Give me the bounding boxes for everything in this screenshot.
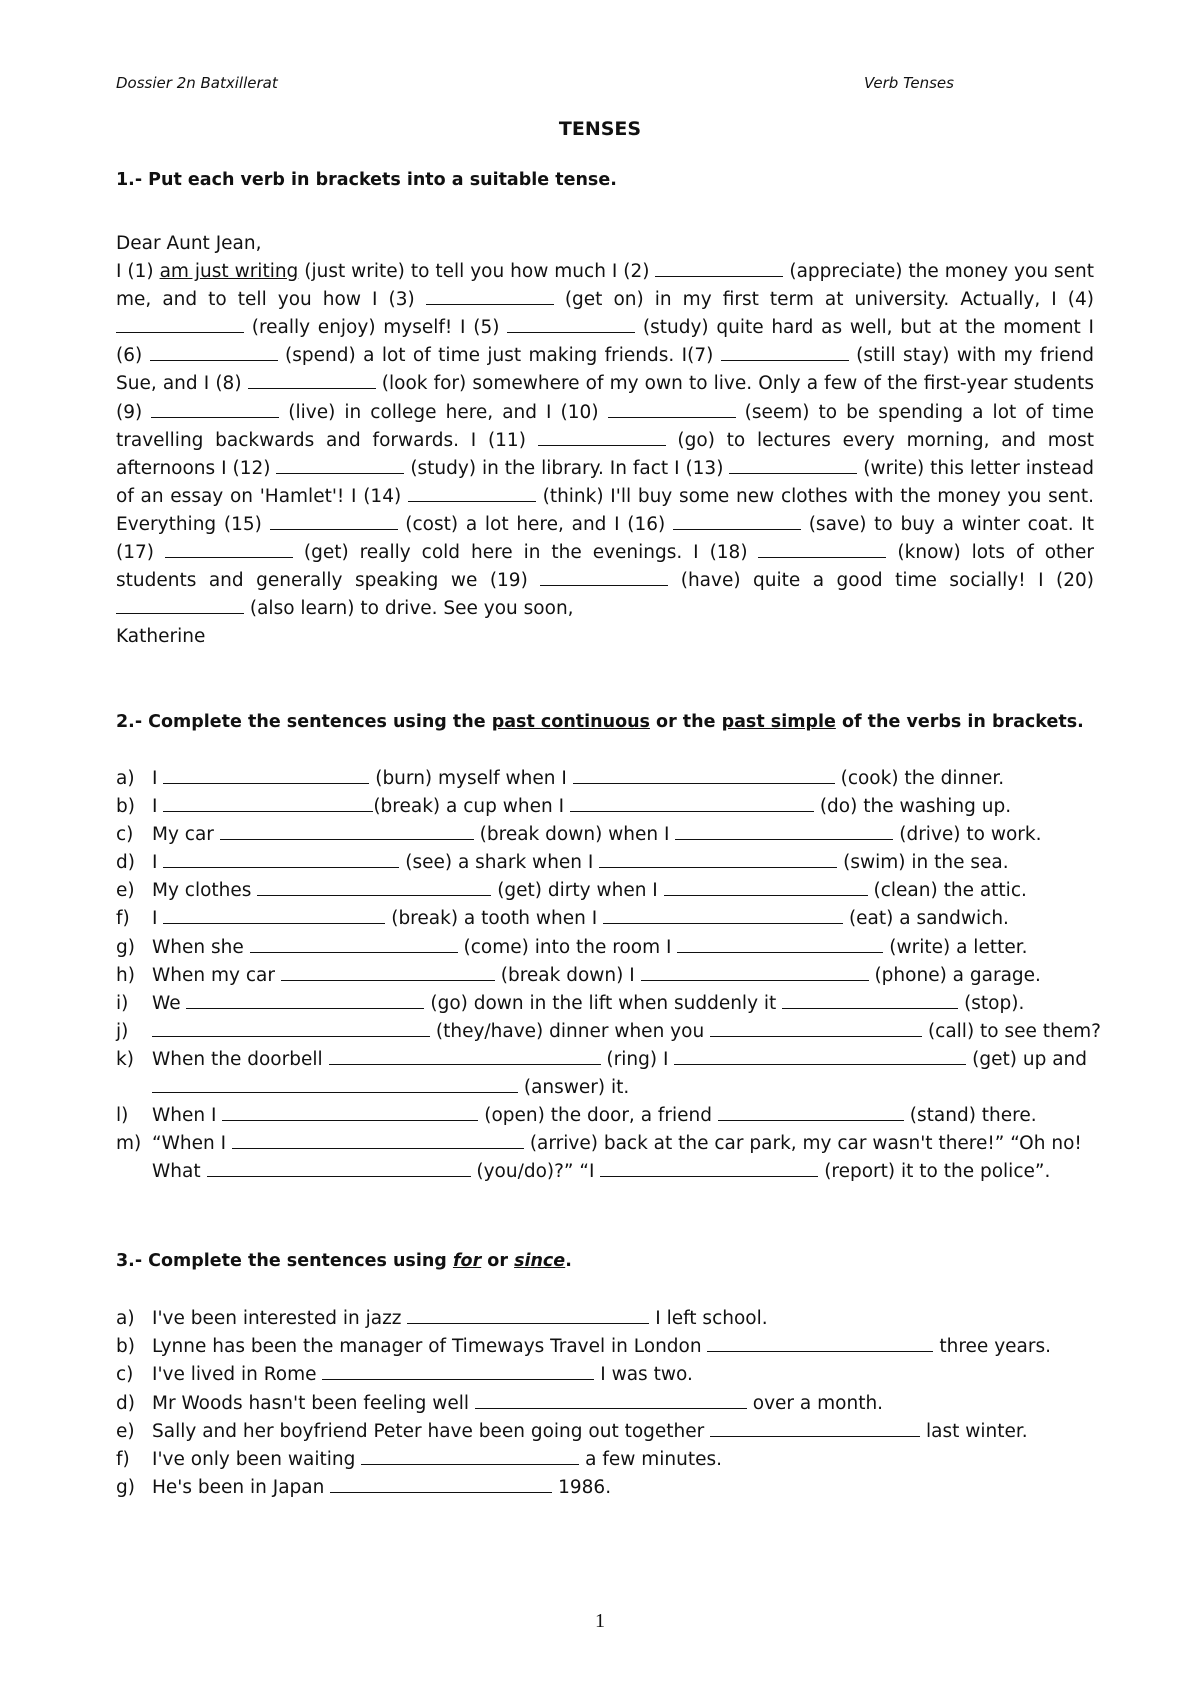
answer-blank[interactable] [710,1418,920,1437]
heading-text: 3.- Complete the sentences using [116,1251,453,1271]
item-label: a) [116,1308,135,1329]
item-text: (open) the door, a friend [478,1105,718,1127]
answer-blank[interactable] [232,1130,524,1149]
item-text: I [152,796,164,818]
text-segment: (also learn) to drive. See you soon, [244,598,574,620]
text-segment: (write) this letter instead of an essay on 'Hamlet'! I (14) [116,457,1095,507]
answer-blank[interactable] [163,849,399,868]
answer-blank[interactable] [570,793,814,812]
list-item [116,1333,1051,1361]
item-text: over a month. [746,1392,884,1414]
section3-heading [116,1251,572,1271]
answer-blank[interactable] [250,934,458,953]
text-segment: (know) lots of other students and generally speaking we (19) [116,542,1095,592]
page-title: TENSES [558,118,642,140]
text-segment: (still stay) with my friend Sue, and I (8) [116,345,1094,395]
list-item [116,962,1101,990]
letter-body [116,258,1094,623]
item-text: Mr Woods hasn't been feeling well [152,1392,475,1414]
item-label: m) [116,1133,142,1155]
answer-blank[interactable] [718,1102,904,1121]
answer-blank[interactable] [186,990,424,1009]
list-item [116,905,1101,933]
item-text: (stop). [958,992,1025,1014]
answer-blank[interactable] [361,1446,579,1465]
list-item [116,1102,1101,1130]
item-text: (come) into the room I [457,936,678,958]
item-text: (get) up and [966,1048,1088,1070]
letter-signature: Katherine [116,626,206,648]
item-text: (answer) it. [518,1077,630,1099]
text-segment: (study) in the library. In fact I (13) [404,457,730,479]
header-left: Dossier 2n Batxillerat [116,74,278,92]
list-item-continuation [116,1074,1101,1102]
answer-blank[interactable] [675,821,893,840]
blank-6[interactable] [150,342,278,361]
item-text: (break) a tooth when I [385,908,604,930]
item-label: a) [116,768,135,789]
item-text: (cook) the dinner. [834,768,1005,789]
blank-11[interactable] [538,427,666,446]
answer-blank[interactable] [257,877,491,896]
heading-text: of the verbs in brackets. [835,712,1084,732]
item-text: Sally and her boyfriend Peter have been going out together [152,1420,711,1442]
text-segment: (have) quite a good time socially! I (20) [668,570,1094,592]
item-text: three years. [933,1336,1051,1358]
item-text: (you/do)?” “I [470,1161,601,1183]
text-segment: (cost) a lot here, and I (16) [397,513,673,535]
text-segment: (appreciate) the money you sent me, and to tell you how I (3) [116,261,1094,311]
text-segment: (just write) to tell you how much I (2) [298,261,656,283]
list-item [116,849,1101,877]
answer-blank[interactable] [407,1305,649,1324]
answer-blank[interactable] [710,1018,922,1037]
page-number: 1 [595,1610,605,1632]
item-text: a few minutes. [579,1448,723,1470]
text-segment: (really enjoy) myself! I (5) [244,317,508,339]
item-text: Lynne has been the manager of Timeways Travel in London [152,1336,708,1358]
item-label: h) [116,964,135,986]
blank-7[interactable] [721,342,849,361]
answer-blank[interactable] [329,1046,601,1065]
answer-blank[interactable] [163,765,369,784]
item-text: (break down) I [494,964,641,986]
blank-19[interactable] [540,567,668,586]
item-label: b) [116,1336,135,1358]
item-text: (go) down in the lift when suddenly it [424,992,783,1014]
item-label: d) [116,852,135,874]
item-text: (ring) I [600,1048,675,1070]
list-item [116,934,1101,962]
answer-blank[interactable] [600,1158,818,1177]
list-item [116,1046,1101,1074]
text-segment: (live) in college here, and I (10) [279,401,608,423]
letter-salutation: Dear Aunt Jean, [116,233,262,254]
blank-4[interactable] [116,314,244,333]
heading-text: 2.- Complete the sentences using the [116,712,492,732]
answer-blank[interactable] [163,793,373,812]
text-segment: (study) quite hard as well, but at the moment I (6) [116,317,1094,367]
blank-13[interactable] [729,455,857,474]
blank-20[interactable] [116,595,244,614]
text-segment: (think) I'll buy some new clothes with the money you sent. Everything (15) [116,485,1094,535]
blank-5[interactable] [507,314,635,333]
item-text: (call) to see them? [922,1020,1101,1042]
answer-blank[interactable] [677,934,883,953]
item-label: d) [116,1392,135,1414]
text-segment: (spend) a lot of time just making friends. I(7) [277,345,721,367]
answer-blank[interactable] [573,765,835,784]
item-text: (arrive) back at the car park, my car wasn't there!” “Oh no! [523,1133,1082,1155]
list-item [116,1018,1101,1046]
blank-3[interactable] [426,286,554,305]
blank-16[interactable] [673,511,801,530]
item-text: My clothes [152,880,258,902]
answer-blank[interactable] [220,821,474,840]
item-text: When the doorbell [152,1048,329,1070]
item-label: c) [116,1364,134,1386]
list-item [116,765,1101,793]
blank-2[interactable] [655,258,783,277]
item-text: (break down) when I [473,824,676,846]
blank-10[interactable] [608,399,736,418]
heading-text: or the [649,712,722,732]
list-item [116,1130,1101,1158]
item-label: c) [116,824,134,846]
item-text: I was two. [594,1364,693,1386]
heading-underlined: past continuous [491,712,650,732]
blank-15[interactable] [270,511,398,530]
list-item [116,821,1101,849]
item-text: I left school. [649,1308,768,1329]
answer-blank[interactable] [152,1018,430,1037]
section2-heading [116,712,1084,732]
item-label: k) [116,1048,134,1070]
heading-text: . [565,1251,572,1271]
example-answer-1: am just writing [159,261,299,283]
item-label: e) [116,1420,135,1442]
list-item [116,877,1101,905]
answer-blank[interactable] [674,1046,966,1065]
section2-list [116,765,1101,1186]
item-text: When I [152,1105,223,1127]
item-text: (stand) there. [903,1105,1037,1127]
blank-17[interactable] [165,539,293,558]
list-item [116,990,1101,1018]
answer-blank[interactable] [664,877,868,896]
item-text: I [152,852,164,874]
heading-text: or [481,1251,515,1271]
item-text: (clean) the attic. [867,880,1027,902]
answer-blank[interactable] [281,962,495,981]
list-item [116,1446,1051,1474]
item-text: 1986. [552,1477,612,1499]
blank-14[interactable] [408,483,536,502]
item-text: “When I [152,1133,232,1155]
answer-blank[interactable] [152,1074,518,1093]
heading-underlined: since [514,1251,566,1271]
answer-blank[interactable] [599,849,837,868]
list-item [116,1390,1051,1418]
item-text: (burn) myself when I [369,768,573,789]
item-text: I [152,768,164,789]
item-text: I've lived in Rome [152,1364,323,1386]
answer-blank[interactable] [782,990,958,1009]
answer-blank[interactable] [222,1102,478,1121]
section1-heading: 1.- Put each verb in brackets into a suitable tense. [116,170,617,190]
item-label: f) [116,1448,130,1470]
text-segment: (seem) to be spending a lot of time travelling backwards and forwards. I (11) [116,401,1094,451]
item-text: (phone) a garage. [868,964,1041,986]
heading-underlined: past simple [721,712,836,732]
list-item-continuation [116,1158,1101,1186]
item-label: b) [116,796,135,818]
list-item [116,1474,1051,1502]
item-text: I've only been waiting [152,1448,362,1470]
text-segment: (look for) somewhere of my own to live. Only a few of the first-year students (9) [116,373,1094,423]
text-segment: (get) really cold here in the evenings. I (18) [292,542,759,564]
item-text: I [152,908,164,930]
item-text: He's been in Japan [152,1477,331,1499]
section3-list [116,1305,1051,1502]
text-segment: (go) to lectures every morning, and most afternoons I (12) [116,429,1094,479]
item-text: (break) a cup when I [373,796,570,818]
item-text: (drive) to work. [893,824,1042,846]
heading-underlined: for [452,1251,482,1271]
answer-blank[interactable] [603,905,843,924]
item-text: (they/have) dinner when you [430,1020,711,1042]
list-item [116,1305,1051,1333]
item-text: last winter. [920,1420,1028,1442]
item-text: I've been interested in jazz [152,1308,408,1329]
item-text: (do) the washing up. [813,796,1012,818]
answer-blank[interactable] [475,1390,747,1409]
item-label: l) [116,1105,129,1127]
item-text: (report) it to the police”. [818,1161,1051,1183]
item-text: What [152,1161,207,1183]
item-text: My car [152,824,220,846]
answer-blank[interactable] [330,1474,552,1493]
text-segment: (save) to buy a winter coat. It (17) [116,513,1094,564]
item-text: When she [152,936,250,958]
item-label: f) [116,908,130,930]
item-label: e) [116,880,135,902]
blank-8[interactable] [248,370,376,389]
list-item [116,1418,1051,1446]
item-text: (see) a shark when I [399,852,600,874]
item-text: When my car [152,964,281,986]
item-label: j) [116,1020,129,1042]
item-text: (write) a letter. [883,936,1028,958]
answer-blank[interactable] [641,962,869,981]
answer-blank[interactable] [707,1333,933,1352]
item-label: i) [116,992,129,1014]
item-text: We [152,992,187,1014]
answer-blank[interactable] [322,1361,594,1380]
item-text: (swim) in the sea. [837,852,1009,874]
answer-blank[interactable] [163,905,385,924]
blank-9[interactable] [151,399,279,418]
list-item [116,793,1101,821]
letter-text [116,230,1094,651]
list-item [116,1361,1051,1389]
item-text: (eat) a sandwich. [843,908,1009,930]
text-segment: I (1) [116,261,160,283]
answer-blank[interactable] [207,1158,471,1177]
blank-18[interactable] [758,539,886,558]
item-label: g) [116,936,135,958]
item-text: (get) dirty when I [491,880,664,902]
text-segment: (get on) in my first term at university. Actually, I (4) [553,289,1094,311]
item-label: g) [116,1477,135,1499]
header-right: Verb Tenses [864,74,954,92]
blank-12[interactable] [276,455,404,474]
